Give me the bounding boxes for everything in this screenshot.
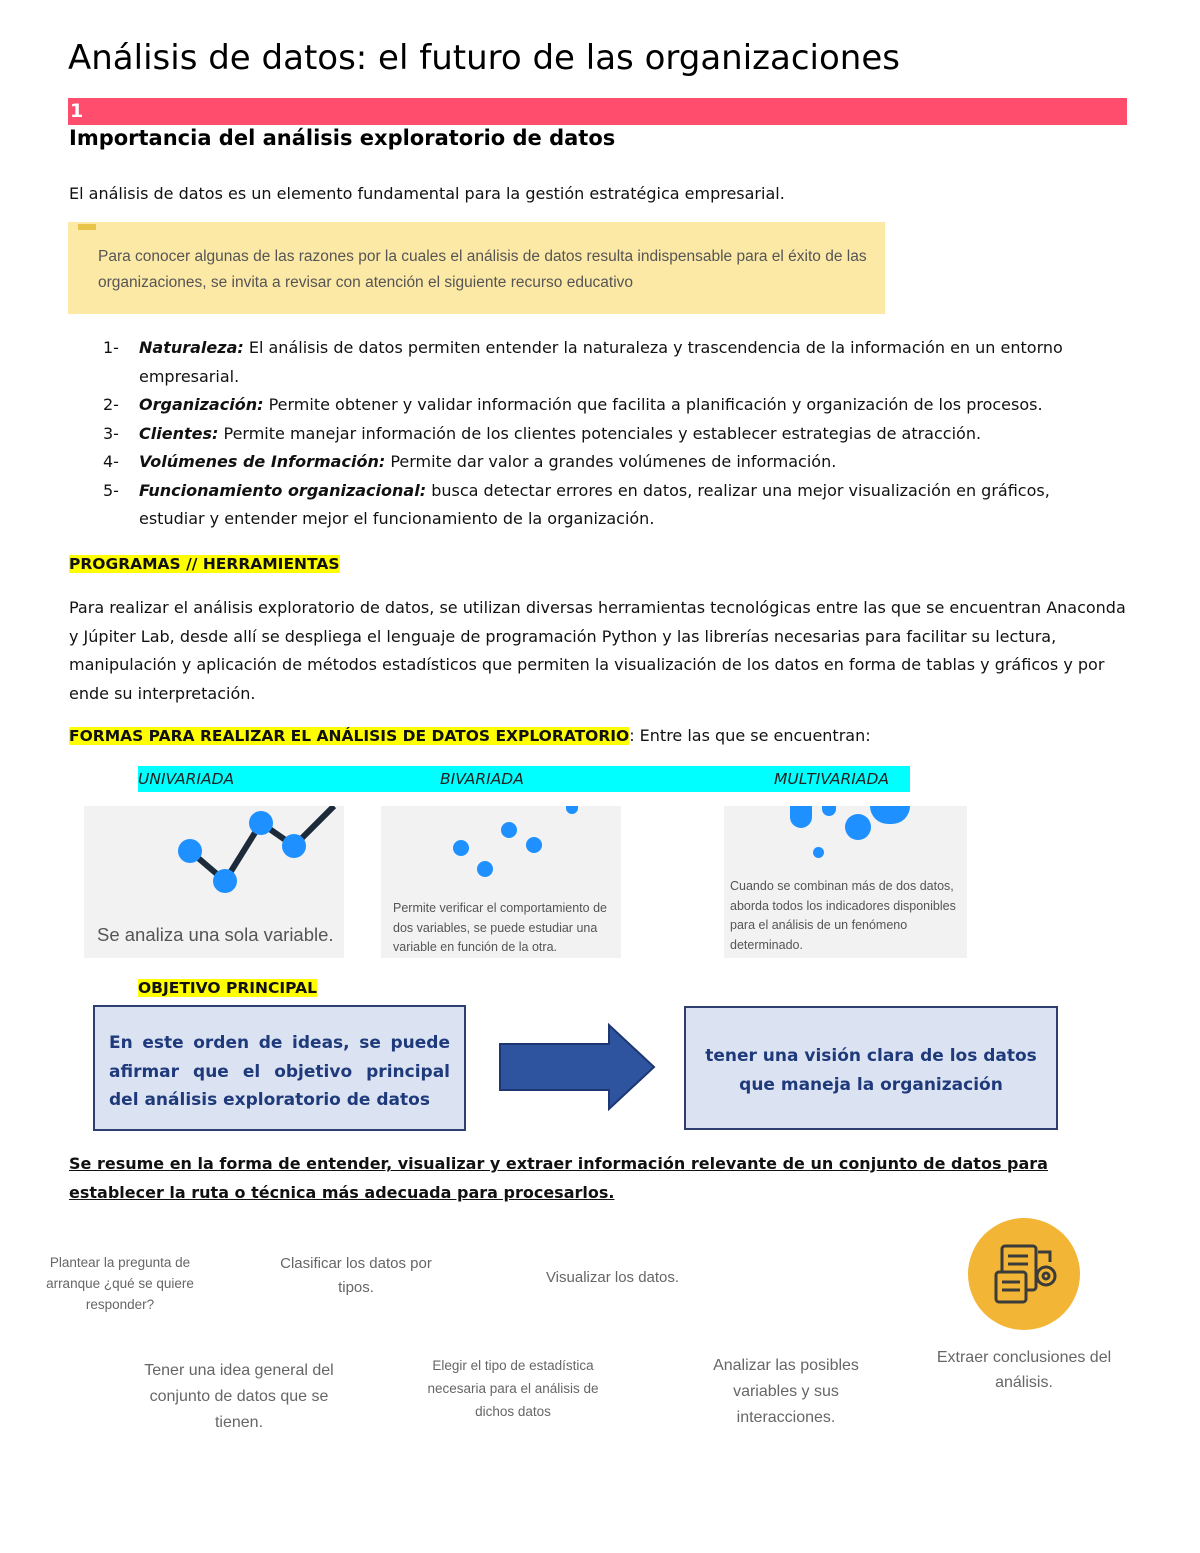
bubble-dot	[813, 847, 824, 858]
objective-heading-text: OBJETIVO PRINCIPAL	[138, 979, 317, 997]
bubble-dot	[845, 814, 871, 840]
callout-tab	[78, 224, 96, 230]
card-multivariada	[724, 806, 967, 958]
step-1-text: Plantear la pregunta de arranque ¿qué se quiere responder?	[46, 1255, 194, 1312]
step-2-text: Tener una idea general del conjunto de datos que se tienen.	[144, 1362, 334, 1431]
forms-heading	[69, 722, 871, 751]
programs-heading	[69, 550, 340, 579]
callout-box	[68, 222, 885, 314]
forms-heading-text: FORMAS PARA REALIZAR EL ANÁLISIS DE DATOS EXPLORATORIO	[69, 727, 630, 745]
list-text: busca detectar errores en datos, realizar una mejor visualización en gráficos, estudiar y entender mejor el funcionamiento de la organización.	[139, 480, 1050, 528]
objective-right-box: tener una visión clara de los datos que maneja la organización	[684, 1006, 1058, 1130]
right-arrow-icon	[497, 1022, 657, 1112]
list-number: 2-	[103, 395, 119, 414]
line-chart-icon	[84, 806, 344, 906]
card-bivariada	[381, 806, 621, 958]
list-number: 4-	[103, 452, 119, 471]
list-term: Volúmenes de Información	[139, 452, 379, 471]
section-number: 1	[70, 100, 84, 122]
list-item: 1- Naturaleza: El análisis de datos permiten entender la naturaleza y trascendencia de la información en un entorno empresarial.	[103, 334, 1113, 391]
programs-heading-text: PROGRAMAS // HERRAMIENTAS	[69, 555, 340, 573]
list-number: 5-	[103, 480, 119, 500]
programs-paragraph: Para realizar el análisis exploratorio de datos, se utilizan diversas herramientas tecnológicas entre las que se encuentran Anaconda y Júpiter Lab, desde allí se despliega el lenguaje de programación Python y las librerías necesarias para facilitar su lectura, manipulación y aplicación de métodos estadísticos que permiten la visualización de los datos en forma de tablas y gráficos y por ende su interpretación.	[69, 598, 1126, 703]
list-text: El análisis de datos permiten entender la naturaleza y trascendencia de la información en un entorno empresarial.	[139, 338, 1063, 386]
objective-left-box: En este orden de ideas, se puede afirmar que el objetivo principal del análisis exploratorio de datos	[93, 1005, 466, 1131]
list-text: Permite obtener y validar información que facilita a planificación y organización de los procesos.	[268, 395, 1043, 414]
list-item: 5- Funcionamiento organizacional: busca detectar errores en datos, realizar una mejor visualización en gráficos, estudiar y entender mejor el funcionamiento de la organización.	[103, 477, 1113, 534]
card-univariada	[84, 806, 344, 958]
list-item: 4- Volúmenes de Información: Permite dar valor a grandes volúmenes de información.	[103, 448, 1113, 477]
list-number: 1-	[103, 338, 119, 357]
scatter-dot	[477, 861, 493, 877]
list-term: Naturaleza	[139, 338, 238, 357]
list-item: 3- Clientes: Permite manejar información de los clientes potenciales y establecer estrategias de atracción.	[103, 420, 1113, 449]
type-bivariada: BIVARIADA	[440, 770, 524, 788]
list-item: 2- Organización: Permite obtener y validar información que facilita a planificación y organización de los procesos.	[103, 391, 1113, 420]
list-term: Organización	[139, 395, 258, 414]
bubble-dot	[870, 806, 910, 824]
type-univariada: UNIVARIADA	[138, 770, 235, 788]
list-text: Permite manejar información de los clientes potenciales y establecer estrategias de atracción.	[223, 423, 982, 443]
step-7-text: Extraer conclusiones del análisis.	[936, 1349, 1112, 1391]
page-title: Análisis de datos: el futuro de las organizaciones	[68, 38, 900, 78]
list-term: Funcionamiento organizacional	[139, 480, 420, 500]
reasons-list	[103, 334, 1113, 534]
scatter-dot	[526, 837, 542, 853]
step-4-text: Elegir el tipo de estadística necesaria para el análisis de dichos datos	[427, 1358, 599, 1419]
report-gear-icon	[966, 1216, 1082, 1332]
type-multivariada: MULTIVARIADA	[774, 770, 889, 788]
step-3-text: Clasificar los datos por tipos.	[280, 1255, 432, 1296]
list-term: Clientes	[139, 423, 212, 443]
scatter-dot	[566, 806, 578, 814]
scatter-dot	[501, 822, 517, 838]
card-multivariada-text: Cuando se combinan más de dos datos, aborda todos los indicadores disponibles para el análisis de un fenómeno determinado.	[730, 879, 956, 952]
callout-text: Para conocer algunas de las razones por la cuales el análisis de datos resulta indispensable para el éxito de las organizaciones, se invita a revisar con atención el siguiente recurso educativo	[98, 248, 867, 291]
intro-text: El análisis de datos es un elemento fundamental para la gestión estratégica empresarial.	[69, 184, 785, 203]
list-number: 3-	[103, 423, 119, 443]
section-title: Importancia del análisis exploratorio de datos	[69, 126, 616, 150]
card-bivariada-text: Permite verificar el comportamiento de dos variables, se puede estudiar una variable en función de la otra.	[393, 901, 607, 954]
list-text: Permite dar valor a grandes volúmenes de información.	[390, 452, 837, 471]
summary-text: Se resume en la forma de entender, visualizar y extraer información relevante de un conjunto de datos para establecer la ruta o técnica más adecuada para procesarlos.	[69, 1154, 1048, 1202]
bubble-dot	[822, 806, 836, 816]
objective-heading	[138, 974, 317, 1003]
step-5-text: Visualizar los datos.	[545, 1269, 680, 1286]
card-univariada-text: Se analiza una sola variable.	[97, 924, 334, 945]
forms-heading-suffix: : Entre las que se encuentran:	[629, 726, 871, 745]
analysis-types-bar	[138, 766, 910, 792]
section-number-bar	[68, 98, 1127, 125]
bubble-dot	[790, 806, 812, 828]
scatter-dot	[453, 840, 469, 856]
step-6-text: Analizar las posibles variables y sus interacciones.	[713, 1357, 859, 1426]
